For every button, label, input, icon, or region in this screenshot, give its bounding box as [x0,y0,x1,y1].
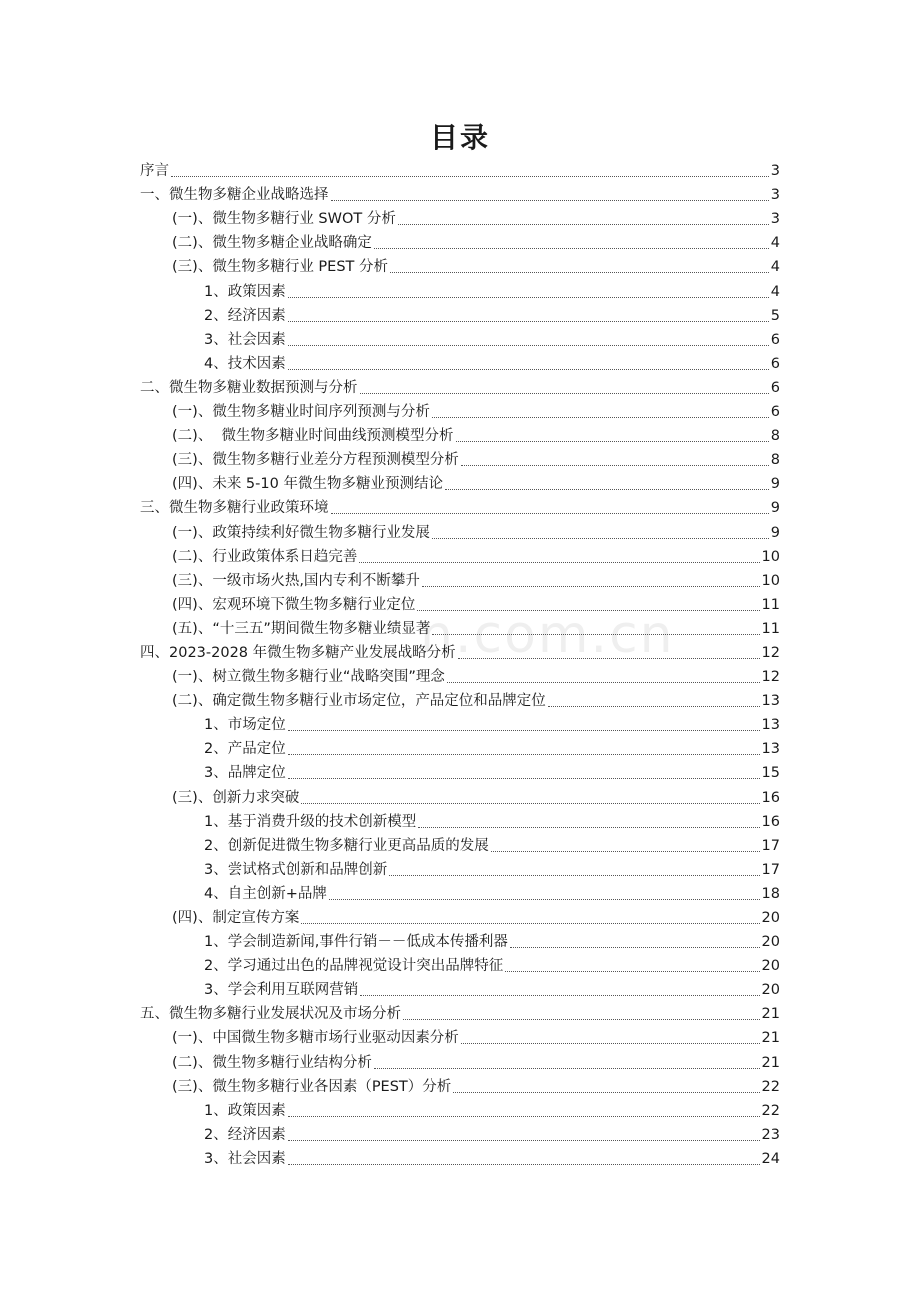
toc-dot-leader [374,1067,760,1069]
toc-entry-page-number: 22 [761,1102,780,1119]
toc-entry[interactable] [140,494,780,518]
toc-entry-page-number: 18 [761,885,780,902]
toc-dot-leader [461,464,769,466]
toc-dot-leader [390,271,769,273]
toc-entry[interactable] [140,350,780,374]
toc-entry-label: (二)、 微生物多糖业时间曲线预测模型分析 [172,428,454,445]
toc-entry[interactable] [140,446,780,470]
toc-entry-page-number: 11 [761,596,780,613]
toc-entry-label: 1、政策因素 [204,1102,286,1119]
toc-dot-leader [331,512,769,514]
toc-dot-leader [288,296,769,298]
toc-dot-leader [288,777,760,779]
toc-entry[interactable] [140,398,780,422]
toc-entry-label: 五、微生物多糖行业发展状况及市场分析 [140,1006,401,1023]
toc-entry-page-number: 16 [761,813,780,830]
toc-dot-leader [458,657,760,659]
toc-dot-leader [288,320,769,322]
toc-entry-page-number: 21 [761,1030,780,1047]
toc-dot-leader [288,344,769,346]
toc-entry-label: (三)、微生物多糖行业差分方程预测模型分析 [172,452,459,469]
toc-entry-page-number: 9 [770,524,780,541]
toc-entry-page-number: 3 [770,211,780,228]
toc-entry-page-number: 8 [770,452,780,469]
toc-entry-label: 3、社会因素 [204,331,286,348]
toc-entry[interactable] [140,422,780,446]
toc-entry-page-number: 10 [761,548,780,565]
toc-dot-leader [288,1139,760,1141]
toc-entry[interactable] [140,591,780,615]
toc-entry-label: 4、自主创新+品牌 [204,885,327,902]
toc-entry-label: 3、学会利用互联网营销 [204,982,359,999]
table-of-contents [140,157,780,1169]
toc-title: 目录 [429,121,490,154]
toc-entry-page-number: 6 [770,379,780,396]
toc-entry[interactable] [140,1073,780,1097]
toc-entry[interactable] [140,735,780,759]
toc-entry-page-number: 20 [761,982,780,999]
toc-entry-page-number: 15 [761,765,780,782]
toc-entry-page-number: 13 [761,741,780,758]
toc-entry[interactable] [140,615,780,639]
toc-dot-leader [360,994,759,996]
toc-entry[interactable] [140,783,780,807]
toc-entry[interactable] [140,952,780,976]
toc-dot-leader [288,753,760,755]
toc-entry-label: (一)、微生物多糖业时间序列预测与分析 [172,404,430,421]
toc-entry-page-number: 22 [761,1078,780,1095]
toc-entry-label: 1、市场定位 [204,717,286,734]
toc-entry-label: (三)、一级市场火热,国内专利不断攀升 [172,572,420,589]
toc-entry-label: 2、创新促进微生物多糖行业更高品质的发展 [204,837,489,854]
toc-dot-leader [288,368,769,370]
toc-entry-label: 二、微生物多糖业数据预测与分析 [140,379,358,396]
toc-entry-page-number: 20 [761,934,780,951]
toc-entry[interactable] [140,302,780,326]
toc-entry[interactable] [140,543,780,567]
toc-entry[interactable] [140,1121,780,1145]
toc-entry[interactable] [140,639,780,663]
toc-dot-leader [359,561,759,563]
toc-dot-leader [398,223,769,225]
toc-dot-leader [453,1091,759,1093]
toc-entry-page-number: 6 [770,404,780,421]
toc-entry-label: (四)、未来 5-10 年微生物多糖业预测结论 [172,476,443,493]
toc-entry[interactable] [140,1000,780,1024]
toc-dot-leader [456,440,769,442]
toc-entry-page-number: 20 [761,958,780,975]
toc-entry[interactable] [140,470,780,494]
toc-dot-leader [418,826,759,828]
toc-dot-leader [329,898,760,900]
toc-entry-page-number: 20 [761,910,780,926]
toc-entry-page-number: 21 [761,1006,780,1023]
toc-entry[interactable] [140,229,780,253]
toc-entry-label: (二)、微生物多糖企业战略确定 [172,235,372,252]
toc-entry-label: (二)、微生物多糖行业结构分析 [172,1054,372,1071]
toc-entry-page-number: 12 [761,644,780,661]
toc-entry-page-number: 3 [770,163,780,180]
toc-entry[interactable] [140,1024,780,1048]
toc-dot-leader [505,970,759,972]
toc-entry-label: (二)、确定微生物多糖行业市场定位，产品定位和品牌定位 [172,693,546,710]
toc-entry-page-number: 10 [761,572,780,589]
toc-entry-label: 3、社会因素 [204,1150,286,1167]
toc-dot-leader [288,729,760,731]
toc-entry-page-number: 16 [761,789,780,806]
toc-entry-label: 一、微生物多糖企业战略选择 [140,187,329,204]
watermark: n.com.cn [420,605,675,665]
toc-dot-leader [360,392,769,394]
toc-dot-leader [403,1018,760,1020]
toc-entry-page-number: 11 [761,620,780,637]
toc-entry-page-number: 3 [770,187,780,204]
toc-entry-label: (三)、微生物多糖行业 PEST 分析 [172,259,388,276]
toc-entry-page-number: 21 [761,1054,780,1071]
toc-entry-label: 序言 [140,163,169,180]
toc-entry-label: (一)、树立微生物多糖行业“战略突围”理念 [172,669,445,686]
toc-entry[interactable] [140,808,780,832]
toc-dot-leader [510,946,760,948]
toc-entry-page-number: 4 [770,283,780,300]
toc-entry-page-number: 24 [761,1150,780,1167]
toc-dot-leader [417,609,759,611]
toc-entry[interactable] [140,181,780,205]
toc-entry-page-number: 9 [770,500,780,517]
toc-entry-page-number: 13 [761,717,780,734]
toc-entry-page-number: 12 [761,669,780,686]
toc-entry-page-number: 13 [761,693,780,710]
toc-entry[interactable] [140,253,780,277]
toc-entry-label: 2、经济因素 [204,307,286,324]
toc-entry-label: 2、学习通过出色的品牌视觉设计突出品牌特征 [204,958,504,975]
toc-entry[interactable] [140,205,780,229]
toc-entry-label: 1、学会制造新闻,事件行销－－低成本传播利器 [204,934,508,951]
toc-entry-page-number: 17 [761,861,780,878]
toc-dot-leader [374,247,769,249]
toc-entry[interactable] [140,326,780,350]
toc-dot-leader [447,681,760,683]
toc-entry-label: 4、技术因素 [204,355,286,372]
toc-entry[interactable] [140,374,780,398]
toc-entry[interactable] [140,687,780,711]
toc-entry-page-number: 6 [770,331,780,348]
toc-entry-label: (一)、微生物多糖行业 SWOT 分析 [172,211,396,228]
toc-entry[interactable] [140,856,780,880]
toc-entry-page-number: 5 [770,307,780,324]
toc-entry[interactable] [140,711,780,735]
toc-entry-page-number: 8 [770,428,780,445]
toc-entry-page-number: 6 [770,355,780,372]
toc-entry[interactable] [140,1048,780,1072]
toc-entry[interactable] [140,759,780,783]
toc-entry-page-number: 9 [770,476,780,493]
toc-entry-page-number: 4 [770,235,780,252]
toc-entry-label: (五)、“十三五”期间微生物多糖业绩显著 [172,620,431,637]
toc-dot-leader [301,802,759,804]
toc-entry[interactable] [140,904,780,928]
toc-entry-label: (三)、微生物多糖行业各因素（PEST）分析 [172,1078,452,1095]
toc-entry-label: 3、尝试格式创新和品牌创新 [204,861,388,878]
toc-entry[interactable] [140,663,780,687]
toc-entry[interactable] [140,277,780,301]
toc-entry-label: (三)、创新力求突破 [172,789,300,806]
toc-entry-label: 三、微生物多糖行业政策环境 [140,500,329,517]
toc-dot-leader [432,416,769,418]
toc-entry[interactable] [140,880,780,904]
toc-entry[interactable] [140,832,780,856]
toc-dot-leader [445,488,769,490]
toc-entry-page-number: 23 [761,1126,780,1143]
toc-entry-label: 1、基于消费升级的技术创新模型 [204,813,417,830]
toc-entry-page-number: 4 [770,259,780,276]
toc-dot-leader [288,1115,760,1117]
toc-entry-label: 1、政策因素 [204,283,286,300]
toc-dot-leader [491,850,760,852]
toc-entry-label: 2、经济因素 [204,1126,286,1143]
toc-entry-label: (一)、政策持续利好微生物多糖行业发展 [172,524,430,541]
toc-entry[interactable] [140,157,780,181]
toc-entry-label: (四)、宏观环境下微生物多糖行业定位 [172,596,416,613]
toc-entry-page-number: 17 [761,837,780,854]
toc-dot-leader [432,537,769,539]
toc-entry[interactable] [140,976,780,1000]
toc-entry-label: 3、品牌定位 [204,765,286,782]
toc-dot-leader [461,1042,760,1044]
toc-dot-leader [301,922,759,924]
toc-dot-leader [331,199,769,201]
toc-dot-leader [389,874,759,876]
toc-entry-label: (四)、制定宣传方案 [172,910,300,926]
toc-entry[interactable] [140,567,780,591]
toc-dot-leader [548,705,760,707]
toc-entry-label: (二)、行业政策体系日趋完善 [172,548,358,565]
toc-entry-label: 四、2023-2028 年微生物多糖产业发展战略分析 [140,644,456,661]
toc-dot-leader [432,633,759,635]
toc-entry[interactable] [140,928,780,952]
toc-dot-leader [288,1163,760,1165]
toc-dot-leader [422,585,760,587]
toc-entry-label: (一)、中国微生物多糖市场行业驱动因素分析 [172,1030,459,1047]
toc-dot-leader [171,175,769,177]
toc-entry-label: 2、产品定位 [204,741,286,758]
toc-entry[interactable] [140,518,780,542]
toc-entry[interactable] [140,1145,780,1169]
toc-entry[interactable] [140,1097,780,1121]
